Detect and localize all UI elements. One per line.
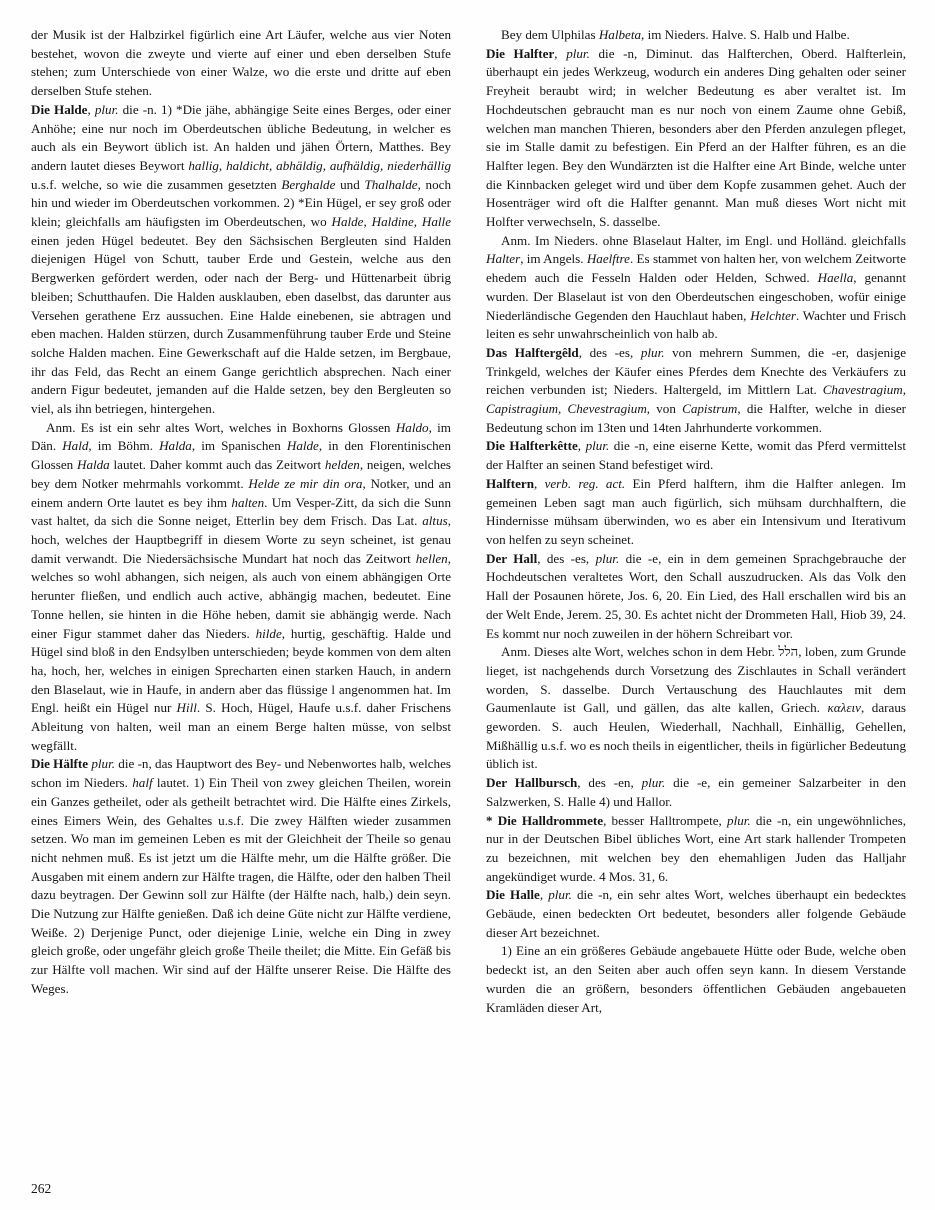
text-segment: halten xyxy=(231,494,265,510)
text-segment: , im Dän. xyxy=(31,419,451,454)
text-segment: , hoch, welches der Hauptbegriff in diesem Worte zu seyn scheinet, ist genau damit verwandt. Die Niedersächsische Mundart hat noch das Zeitwort xyxy=(31,513,451,566)
text-segment: , xyxy=(534,475,545,491)
dictionary-paragraph xyxy=(486,643,906,774)
headword: Die Halfterkêtte xyxy=(486,438,578,454)
text-segment: hellen xyxy=(415,550,448,566)
headword: Der Hallbursch xyxy=(486,775,578,791)
headword: Das Halftergêld xyxy=(486,344,579,360)
text-segment: . Es stammet von halten her, von welchem Zeitworte ehedem auch die Fesseln Halden oder Helden, Schwed. xyxy=(486,251,906,286)
headword: Die Halle xyxy=(486,887,540,903)
text-segment: Haelftre xyxy=(586,251,630,267)
text-segment: plur. xyxy=(585,438,610,454)
text-segment: die -n, Diminut. das Halfterchen, Oberd. Halfterlein, überhaupt ein jedes Werkzeug, wodurch ein anderes Ding gehalten oder seiner Freyheit beraubt wird; in welcher Bedeutung es aber veraltet ist. Im Hochdeutschen gebraucht man es nur noch von einem Zaume ohne Gebiß, welchen man manchen Thieren, besonders aber den Pferden anzulegen pfleget, sie im Stalle damit zu befestigen. Ein Pferd an der Halfter führen, es an die Halfter legen. Bey den Wundärzten ist die Halfter eine Art Binde, welche unter die Kinnbacken geleget wird und über dem Kopfe zusammen gehet. Auch der Hosenträger wird oft die Halfter genannt. Man muß dieses Wort nicht mit Holfter verwechseln, S. dasselbe. xyxy=(486,45,906,230)
text-segment: hallig, haldicht, abhäldig, aufhäldig, niederhällig xyxy=(188,157,451,173)
headword: Die Halde xyxy=(31,101,88,117)
text-segment: , im Angels. xyxy=(520,251,587,267)
text-segment: Chavestragium, Capistragium, Chevestragium xyxy=(486,382,906,417)
text-segment: plur. xyxy=(641,775,666,791)
text-segment: der Musik ist der Halbzirkel figürlich eine Art Läufer, welche aus vier Noten bestehet, wovon die zweyte und vierte auf einer und eben derselben Stufe stehen; zum Unterschiede von einer Walze, wo die erste und dritte auf eben derselben Stufe stehen. xyxy=(31,27,451,99)
text-segment: , in den Florentinischen Glossen xyxy=(31,438,451,473)
headword: Halftern xyxy=(486,475,534,491)
text-segment: Anm. Es ist ein sehr altes Wort, welches in Boxhorns Glossen xyxy=(46,419,396,435)
text-segment: plur. xyxy=(91,756,116,772)
text-segment: Capistrum xyxy=(682,401,738,417)
text-segment: Halde, Haldine, Halle xyxy=(331,214,452,230)
text-segment: altus xyxy=(422,513,448,529)
text-segment: , neigen, welches bey dem Notker mehrmahls vorkommt. xyxy=(31,457,451,491)
dictionary-paragraph xyxy=(486,942,906,1017)
text-segment: , welches so wohl abhangen, sich neigen, als auch von einem abhängigen Orte herunter fließen, und endlich auch active, abhängig machen, bedeutet. Eine Tonne hellen, sie hinten in die Höhe heben, damit sie abhängig werde. Nach einer Figur stammet daher das Nieders. xyxy=(31,550,451,641)
headword: Der Hall xyxy=(486,550,538,566)
text-segment: Hald xyxy=(62,438,89,454)
text-segment: plur. xyxy=(566,45,590,61)
text-segment: Anm. Im Nieders. ohne Blaselaut Halter, im Engl. und Holländ. gleichfalls xyxy=(501,232,906,248)
text-segment: half xyxy=(132,775,153,791)
headword: Die Hälfte xyxy=(31,756,89,772)
text-segment: , xyxy=(554,45,567,61)
dictionary-paragraph xyxy=(486,45,906,232)
text-segment: die -e, ein gemeiner Salzarbeiter in den Salzwerken, S. Halle 4) und Hallor. xyxy=(486,775,906,809)
text-segment: , Notker, und an einem andern Orte lautet es bey ihm xyxy=(31,475,451,510)
text-segment: , genannt wurden. Der Blaselaut ist von den Oberdeutschen eingeschoben, wofür einige Niederländische Gegenden den Hauchlaut haben, xyxy=(486,270,906,323)
text-segment: Ein Pferd halftern, ihm die Halfter anlegen. Im gemeinen Leben sagt man auch figürlich, sich mühsam durchhalftern, die Hindernisse mühsam überwinden, wo es aber ein Intensivum und Iterativum von helfen zu seyn scheinet. xyxy=(486,475,906,547)
dictionary-paragraph xyxy=(486,26,906,45)
text-segment: verb. reg. act. xyxy=(544,475,626,491)
text-segment: , im Nieders. Halve. S. Halb und Halbe. xyxy=(641,27,850,42)
text-segment: die -n. 1) *Die jähe, abhängige Seite eines Berges, oder einer Anhöhe; eine nur noch im Oberdeutschen übliche Bedeutung, in welcher es auch als ein Beywort üblich ist. An halden und jähen Örtern, Matthes. Bey andern lautet dieses Beywort xyxy=(31,101,452,173)
text-segment: , von xyxy=(646,401,683,417)
left-column xyxy=(31,26,451,1017)
dictionary-paragraph xyxy=(486,232,906,344)
dictionary-paragraph xyxy=(486,344,906,438)
text-segment: die -e, ein in dem gemeinen Sprachgebrauche der Hochdeutschen veraltetes Wort, den Schall auszudrucken. Als das Volk den Hall der Posaunen hörete, Jos. 6, 20. Ein Lied, des Hall erschallen wird bis an der Welt Ende, Jerem. 25, 30. Es achtet nicht der Drommeten Hall, Hiob 39, 24. Es kommt nur noch zuweilen in der höhern Schreibart vor. xyxy=(486,550,907,641)
dictionary-paragraph xyxy=(486,437,906,474)
dictionary-paragraph xyxy=(31,419,451,756)
text-segment: Helde ze mir din ora xyxy=(248,475,363,491)
text-segment: einen jeden Hügel bedeutet. Bey den Sächsischen Bergleuten sind Halden diejenigen Hügel von Schutt, tauber Erde und Gestein, welche aus den Bergwerken gefördert werden, oder nach der Berg- und Hüttenarbeit übrig bleiben; Schutthaufen. Die Halden ausklauben, eben daselbst, das darunter aus Versehen gerathene Erz aussuchen. Eine Halde einebenen, sie abtragen und eben machen. Halden stürzen, durch Zusammenführung tauber Erde und Steine solche Halden machen. Eine Gewerkschaft auf die Halde setzen, im Bergbaue, ihr das Feld, das Recht an einem Gange gerichtlich absprechen. Nach einer andern Figur bedeutet, jemanden auf die Halde setzen, bey den Bergleuten so viel, als ihn betriegen, hintergehen. xyxy=(31,232,451,417)
text-segment: plur. xyxy=(640,344,665,360)
text-segment: Halde xyxy=(286,438,319,454)
text-segment: u.s.f. welche, so wie die zusammen gesetzten xyxy=(31,176,282,192)
text-segment: , noch hin und wieder im Oberdeutschen vorkommen. 2) *Ein Hügel, er sey groß oder klein; gleichfalls am häufigsten im Oberdeutschen, wo xyxy=(31,176,451,230)
text-segment: , xyxy=(577,438,586,454)
dictionary-paragraph xyxy=(31,26,451,101)
dictionary-paragraph xyxy=(486,550,906,644)
text-segment: Anm. Dieses alte Wort, welches schon in dem Hebr. xyxy=(501,644,779,660)
text-segment: die -n, ein sehr altes Wort, welches überhaupt ein bedecktes Gebäude, einen bedeckten Ort bedeutet, besonders aller folgende Gebäude dieser Art bezeichnet. xyxy=(486,887,907,940)
text-segment: Haella xyxy=(817,270,854,286)
text-segment: von mehrern Summen, die -er, dasjenige Trinkgeld, welches der Käufer eines Pferdes dem Knechte des Verkäufers zu reichen verbunden ist; Nieders. Haltergeld, im Mittlern Lat. xyxy=(486,344,907,398)
text-segment: Halda xyxy=(76,457,110,473)
text-segment: die -n, das Hauptwort des Bey- und Nebenwortes halb, welches schon im Nieders. xyxy=(31,756,452,791)
text-segment: Halbeta xyxy=(598,27,642,42)
text-segment: Helchter xyxy=(750,307,797,323)
text-segment: , daraus geworden. S. auch Heulen, Wiederhall, Nachhall, Einhällig, Gehellen, Mißhällig u.s.f. wo es noch theils in eigentlicher, theils in figürlicher Bedeutung üblich ist. xyxy=(486,700,906,772)
page-number: 262 xyxy=(31,1181,52,1196)
text-segment: , des -en, xyxy=(577,775,642,791)
text-segment: Halda xyxy=(159,438,192,454)
text-segment: und xyxy=(335,176,365,192)
text-segment: הלל xyxy=(778,644,799,660)
text-segment: hilde xyxy=(255,625,282,641)
dictionary-paragraph xyxy=(486,475,906,550)
dictionary-paragraph xyxy=(486,886,906,942)
text-segment: . S. Hoch, Hügel, Haufe u.s.f. daher Frischens Ableitung von halten, weil man an einem Berge halten müsse, von selbst wegfällt. xyxy=(31,700,451,753)
text-columns xyxy=(31,26,906,1017)
right-column xyxy=(486,26,906,1017)
text-segment: , xyxy=(539,887,549,903)
dictionary-paragraph xyxy=(486,774,906,811)
text-segment: die -n, eine eiserne Kette, womit das Pferd vermittelst der Halfter an seinen Stand befestiget wird. xyxy=(486,438,906,473)
text-segment: . Wachter und Frisch leiten es sehr unwahrscheinlich von halb ab. xyxy=(486,307,906,342)
text-segment: plur. xyxy=(94,101,119,117)
text-segment: Bey dem Ulphilas xyxy=(501,27,599,42)
text-segment: die -n, ein ungewöhnliches, nur in der Deutschen Bibel übliches Wort, eine Art stark hallender Trompeten zu bezeichnen, mit welchen bey den ehemahligen Juden das Halljahr angekündiget wurde. 4 Mos. 31, 6. xyxy=(486,812,906,884)
text-segment: , des -es, xyxy=(537,550,596,566)
text-segment: lautet. Daher kommt auch das Zeitwort xyxy=(109,457,325,473)
headword: * Die Halldrommete xyxy=(486,812,604,828)
text-segment: , xyxy=(87,101,95,117)
text-segment: lautet. 1) Ein Theil von zwey gleichen Theilen, worein ein Ganzes getheilet, oder als getheilt betrachtet wird. Die Hälfte eines Zirkels, eines Eimers Wein, des Gehaltes u.s.f. Die zwey Hälften wieder zusammen setzen. Wo man im gemeinen Leben es mit der Gleichheit der Theile so genau nicht nehmen muß. Es ist jetzt um die Hälfte mehr, um die Hälfte größer. Die Ausgaben mit einem andern zur Hälfte tragen, die Hälfte, oder den halben Theil dazu beytragen. Der Gewinn soll zur Hälfte (der Hälfte nach, halb,) dein seyn. Die Nutzung zur Hälfte genießen. Daß ich deine Güte nicht zur Hälfte verdiene, Weiße. 2) Derjenige Punct, oder diejenige Linie, welche ein Ding in zwey gleich große, oder ungefähr gleich große Theile theilet; die Mitte. Ein Gefäß bis zur Hälfte voll machen. Wir sind auf der Hälfte unserer Reise. Die Hälfte des Weges. xyxy=(31,775,451,996)
text-segment: Hill xyxy=(176,700,197,716)
text-segment: , besser Halltrompete, xyxy=(603,812,728,828)
text-segment: plur. xyxy=(548,887,572,903)
headword: Die Halfter xyxy=(486,45,555,61)
dictionary-paragraph xyxy=(31,755,451,998)
text-segment: , im Spanischen xyxy=(191,438,287,454)
text-segment: plur. xyxy=(595,550,620,566)
text-segment: Thalhalde xyxy=(364,176,418,192)
text-segment: , hurtig, geschäftig. Halde und Hügel sind bloß in den Endsylben unterschieden; beyde kommen von dem alten ha, hoch, her, welches in einigen Sprecharten einen starken Hauch, in andern den Blaselaut, wie in Haufe, in andern aber das flüssige l angenommen hat. Im Engl. heißt ein Hügel nur xyxy=(31,625,451,716)
text-segment: Halter xyxy=(486,251,521,267)
dictionary-paragraph xyxy=(31,101,451,419)
dictionary-paragraph xyxy=(486,812,906,887)
text-segment: , die Halfter, welche in dieser Bedeutung schon im 13ten und 14ten Jahrhunderte vorkommen. xyxy=(486,401,906,435)
text-segment: . Um Vesper-Zitt, da sich die Sunn vast haltet, da sich die Sonne neiget, Etterlin bey dem Frisch. Das Lat. xyxy=(31,494,451,529)
text-segment: 1) Eine an ein größeres Gebäude angebauete Hütte oder Bude, welche oben bedeckt ist, an den Seiten aber auch offen seyn kann. In diesem Verstande wurden die an größern, besonders öffentlichen Gebäuden angebaueten Kramläden dieser Art, xyxy=(486,943,906,1015)
text-segment: helden xyxy=(324,457,360,473)
text-segment: , im Böhm. xyxy=(88,438,160,454)
text-segment: Berghalde xyxy=(281,176,336,192)
text-segment: καλειν xyxy=(827,700,861,716)
text-segment: , des -es, xyxy=(578,344,641,360)
text-segment: plur. xyxy=(727,812,751,828)
text-segment: , loben, zum Grunde lieget, ist nachgehends durch Vorsetzung des Zischlautes in Schall verändert worden, S. dasselbe. Durch Vertauschung des Hauchlautes mit dem Gaumenlaute ist Gall, und gällen, das alte kallen, Griech. xyxy=(486,644,906,716)
text-segment: Haldo xyxy=(395,419,429,435)
